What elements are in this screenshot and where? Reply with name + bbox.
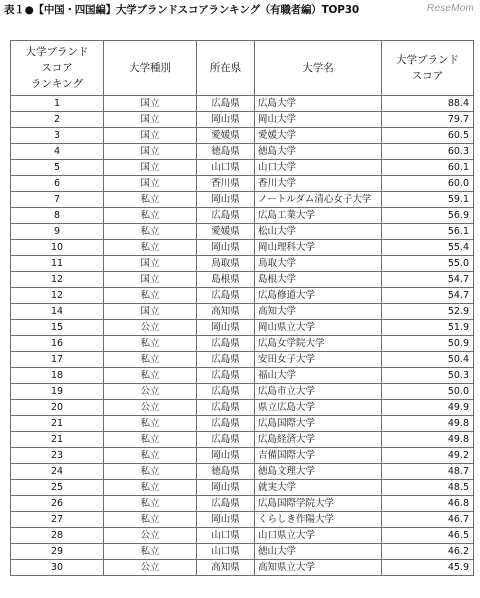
table-caption: 表１●【中国・四国編】大学ブランドスコアランキング（有職者編）TOP30 [4, 4, 359, 16]
university-name-cell: 松山大学 [255, 224, 382, 240]
score-cell: 50.3 [382, 368, 474, 384]
prefecture-cell: 徳島県 [197, 144, 255, 160]
rank-cell: 20 [11, 400, 104, 416]
university-name-cell: 広島経済大学 [255, 432, 382, 448]
table-row [11, 160, 474, 176]
prefecture-cell: 山口県 [197, 528, 255, 544]
header-university-name: 大学名 [255, 41, 382, 96]
score-cell: 49.9 [382, 400, 474, 416]
score-cell: 60.0 [382, 176, 474, 192]
score-cell: 60.3 [382, 144, 474, 160]
header-ranking: 大学ブランド スコア ランキング [11, 41, 104, 96]
prefecture-cell: 岡山県 [197, 448, 255, 464]
type-cell: 私立 [104, 224, 197, 240]
prefecture-cell: 岡山県 [197, 512, 255, 528]
university-name-cell: 広島国際学院大学 [255, 496, 382, 512]
score-cell: 55.4 [382, 240, 474, 256]
table-row [11, 208, 474, 224]
table-row [11, 112, 474, 128]
type-cell: 私立 [104, 496, 197, 512]
type-cell: 私立 [104, 368, 197, 384]
type-cell: 国立 [104, 160, 197, 176]
score-cell: 54.7 [382, 272, 474, 288]
rank-cell: 18 [11, 368, 104, 384]
rank-cell: 3 [11, 128, 104, 144]
prefecture-cell: 愛媛県 [197, 128, 255, 144]
university-name-cell: 岡山県立大学 [255, 320, 382, 336]
ranking-table [10, 40, 474, 576]
university-name-cell: 高知県立大学 [255, 560, 382, 576]
university-name-cell: ノートルダム清心女子大学 [255, 192, 382, 208]
university-name-cell: 広島大学 [255, 96, 382, 112]
prefecture-cell: 岡山県 [197, 192, 255, 208]
table-row [11, 544, 474, 560]
type-cell: 国立 [104, 96, 197, 112]
university-name-cell: 徳山大学 [255, 544, 382, 560]
university-name-cell: 広島市立大学 [255, 384, 382, 400]
prefecture-cell: 高知県 [197, 560, 255, 576]
type-cell: 私立 [104, 416, 197, 432]
prefecture-cell: 広島県 [197, 368, 255, 384]
university-name-cell: 県立広島大学 [255, 400, 382, 416]
rank-cell: 8 [11, 208, 104, 224]
rank-cell: 14 [11, 304, 104, 320]
university-name-cell: 山口大学 [255, 160, 382, 176]
type-cell: 国立 [104, 256, 197, 272]
rank-cell: 30 [11, 560, 104, 576]
score-cell: 56.9 [382, 208, 474, 224]
table-row [11, 304, 474, 320]
table-row [11, 96, 474, 112]
table-row [11, 224, 474, 240]
type-cell: 国立 [104, 128, 197, 144]
university-name-cell: 島根大学 [255, 272, 382, 288]
type-cell: 私立 [104, 544, 197, 560]
type-cell: 公立 [104, 384, 197, 400]
rank-cell: 19 [11, 384, 104, 400]
prefecture-cell: 広島県 [197, 208, 255, 224]
table-row [11, 432, 474, 448]
university-name-cell: 岡山理科大学 [255, 240, 382, 256]
score-cell: 45.9 [382, 560, 474, 576]
rank-cell: 27 [11, 512, 104, 528]
score-cell: 51.9 [382, 320, 474, 336]
university-name-cell: 就実大学 [255, 480, 382, 496]
prefecture-cell: 岡山県 [197, 480, 255, 496]
rank-cell: 21 [11, 432, 104, 448]
type-cell: 公立 [104, 400, 197, 416]
type-cell: 私立 [104, 208, 197, 224]
prefecture-cell: 広島県 [197, 400, 255, 416]
prefecture-cell: 徳島県 [197, 464, 255, 480]
type-cell: 私立 [104, 464, 197, 480]
type-cell: 国立 [104, 176, 197, 192]
type-cell: 公立 [104, 528, 197, 544]
table-row [11, 144, 474, 160]
rank-cell: 11 [11, 256, 104, 272]
prefecture-cell: 岡山県 [197, 112, 255, 128]
prefecture-cell: 広島県 [197, 416, 255, 432]
type-cell: 私立 [104, 336, 197, 352]
score-cell: 46.7 [382, 512, 474, 528]
rank-cell: 1 [11, 96, 104, 112]
prefecture-cell: 広島県 [197, 432, 255, 448]
table-row [11, 496, 474, 512]
university-name-cell: 高知大学 [255, 304, 382, 320]
resemom-logo: ReseMom [427, 3, 474, 14]
score-cell: 49.2 [382, 448, 474, 464]
prefecture-cell: 高知県 [197, 304, 255, 320]
prefecture-cell: 広島県 [197, 384, 255, 400]
table-row [11, 512, 474, 528]
rank-cell: 28 [11, 528, 104, 544]
table-row [11, 560, 474, 576]
score-cell: 60.5 [382, 128, 474, 144]
prefecture-cell: 山口県 [197, 160, 255, 176]
university-name-cell: 岡山大学 [255, 112, 382, 128]
table-row [11, 128, 474, 144]
score-cell: 46.2 [382, 544, 474, 560]
table-row [11, 272, 474, 288]
rank-cell: 4 [11, 144, 104, 160]
rank-cell: 12 [11, 288, 104, 304]
table-row [11, 320, 474, 336]
score-cell: 48.7 [382, 464, 474, 480]
rank-cell: 16 [11, 336, 104, 352]
score-cell: 79.7 [382, 112, 474, 128]
type-cell: 公立 [104, 560, 197, 576]
university-name-cell: 広島女学院大学 [255, 336, 382, 352]
score-cell: 56.1 [382, 224, 474, 240]
score-cell: 54.7 [382, 288, 474, 304]
table-row [11, 176, 474, 192]
prefecture-cell: 広島県 [197, 336, 255, 352]
table-row [11, 400, 474, 416]
university-name-cell: 広島修道大学 [255, 288, 382, 304]
header-prefecture: 所在県 [197, 41, 255, 96]
type-cell: 国立 [104, 304, 197, 320]
type-cell: 国立 [104, 112, 197, 128]
table-row [11, 448, 474, 464]
table-row [11, 480, 474, 496]
prefecture-cell: 広島県 [197, 288, 255, 304]
rank-cell: 12 [11, 272, 104, 288]
rank-cell: 23 [11, 448, 104, 464]
university-name-cell: 吉備国際大学 [255, 448, 382, 464]
rank-cell: 26 [11, 496, 104, 512]
university-name-cell: 広島国際大学 [255, 416, 382, 432]
university-name-cell: 鳥取大学 [255, 256, 382, 272]
prefecture-cell: 山口県 [197, 544, 255, 560]
university-name-cell: 徳島大学 [255, 144, 382, 160]
table-row [11, 336, 474, 352]
type-cell: 公立 [104, 320, 197, 336]
score-cell: 46.5 [382, 528, 474, 544]
type-cell: 私立 [104, 448, 197, 464]
rank-cell: 10 [11, 240, 104, 256]
rank-cell: 15 [11, 320, 104, 336]
university-name-cell: 福山大学 [255, 368, 382, 384]
prefecture-cell: 広島県 [197, 352, 255, 368]
type-cell: 私立 [104, 512, 197, 528]
header-brand-score: 大学ブランド スコア [382, 41, 474, 96]
prefecture-cell: 島根県 [197, 272, 255, 288]
table-row [11, 192, 474, 208]
score-cell: 50.4 [382, 352, 474, 368]
type-cell: 国立 [104, 272, 197, 288]
table-row [11, 368, 474, 384]
score-cell: 50.0 [382, 384, 474, 400]
score-cell: 48.5 [382, 480, 474, 496]
university-name-cell: 安田女子大学 [255, 352, 382, 368]
table-row [11, 240, 474, 256]
score-cell: 52.9 [382, 304, 474, 320]
type-cell: 私立 [104, 480, 197, 496]
type-cell: 私立 [104, 240, 197, 256]
type-cell: 私立 [104, 352, 197, 368]
rank-cell: 6 [11, 176, 104, 192]
table-row [11, 416, 474, 432]
rank-cell: 17 [11, 352, 104, 368]
rank-cell: 7 [11, 192, 104, 208]
score-cell: 55.0 [382, 256, 474, 272]
type-cell: 国立 [104, 144, 197, 160]
header-university-type: 大学種別 [104, 41, 197, 96]
prefecture-cell: 香川県 [197, 176, 255, 192]
rank-cell: 29 [11, 544, 104, 560]
table-row [11, 464, 474, 480]
university-name-cell: くらしき作陽大学 [255, 512, 382, 528]
prefecture-cell: 岡山県 [197, 320, 255, 336]
rank-cell: 25 [11, 480, 104, 496]
prefecture-cell: 鳥取県 [197, 256, 255, 272]
university-name-cell: 香川大学 [255, 176, 382, 192]
type-cell: 私立 [104, 432, 197, 448]
score-cell: 59.1 [382, 192, 474, 208]
university-name-cell: 愛媛大学 [255, 128, 382, 144]
prefecture-cell: 広島県 [197, 96, 255, 112]
rank-cell: 24 [11, 464, 104, 480]
score-cell: 49.8 [382, 416, 474, 432]
prefecture-cell: 岡山県 [197, 240, 255, 256]
table-row [11, 528, 474, 544]
university-name-cell: 山口県立大学 [255, 528, 382, 544]
rank-cell: 9 [11, 224, 104, 240]
score-cell: 88.4 [382, 96, 474, 112]
table-row [11, 256, 474, 272]
rank-cell: 2 [11, 112, 104, 128]
rank-cell: 5 [11, 160, 104, 176]
score-cell: 46.8 [382, 496, 474, 512]
type-cell: 私立 [104, 192, 197, 208]
prefecture-cell: 広島県 [197, 496, 255, 512]
table-header-row [11, 41, 474, 96]
table-row [11, 288, 474, 304]
university-name-cell: 徳島文理大学 [255, 464, 382, 480]
score-cell: 50.9 [382, 336, 474, 352]
table-row [11, 384, 474, 400]
prefecture-cell: 愛媛県 [197, 224, 255, 240]
rank-cell: 21 [11, 416, 104, 432]
table-row [11, 352, 474, 368]
type-cell: 私立 [104, 288, 197, 304]
university-name-cell: 広島工業大学 [255, 208, 382, 224]
score-cell: 60.1 [382, 160, 474, 176]
table-body [11, 96, 474, 576]
score-cell: 49.8 [382, 432, 474, 448]
